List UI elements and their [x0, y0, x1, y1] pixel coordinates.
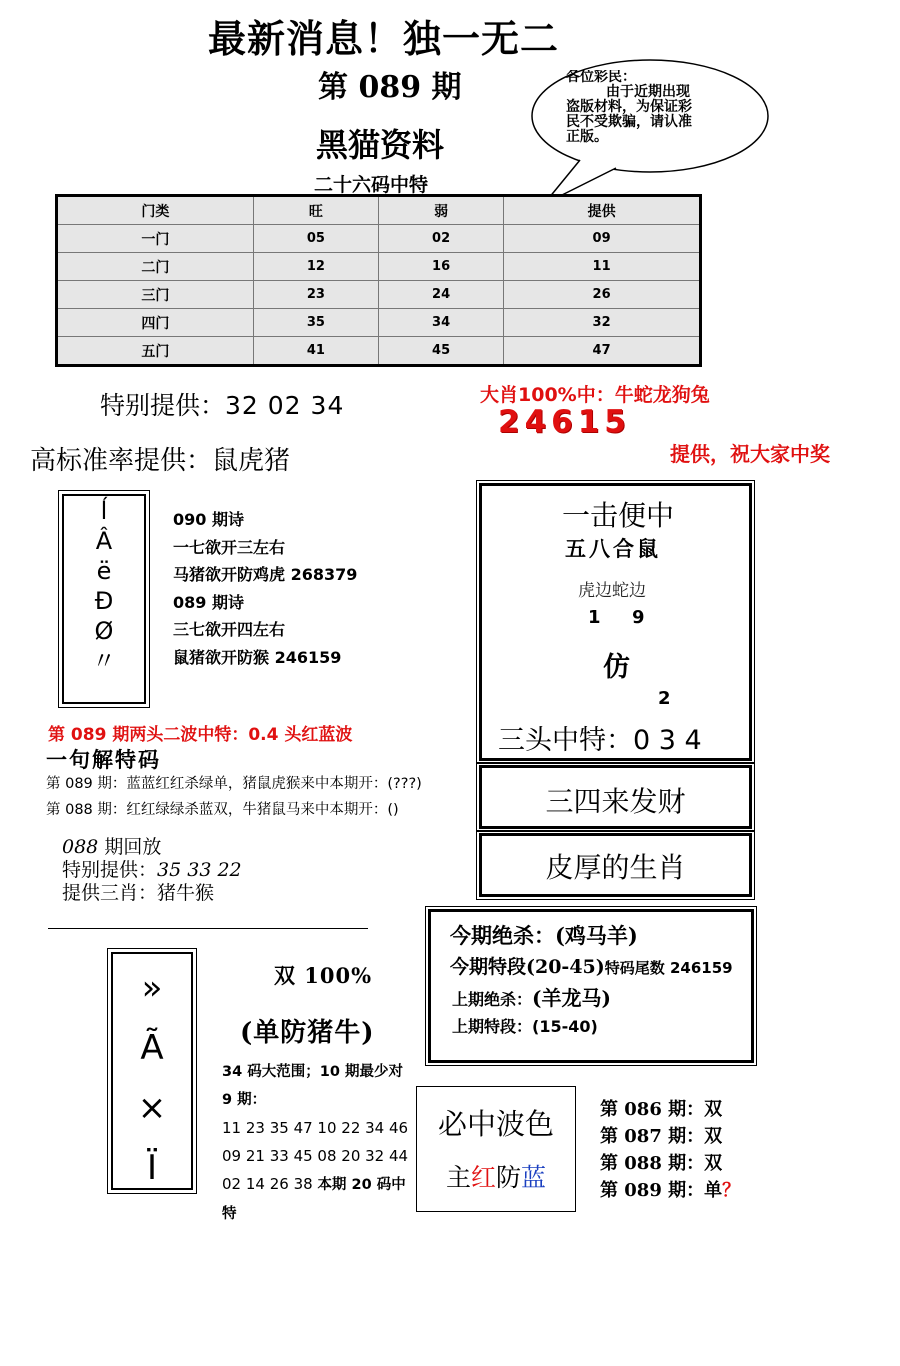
wish-text: 提供，祝大家中奖 [670, 442, 830, 466]
replay-special [62, 859, 242, 882]
table-cell: 35 [253, 309, 378, 337]
history-value: 双 [704, 1099, 723, 1120]
table-row [57, 337, 701, 366]
table-cell: 41 [253, 337, 378, 366]
row-label: 四门 [57, 309, 254, 337]
poem-line: 一七欲开三左右 [173, 537, 286, 557]
last-segment: 上期特段：(15-40) [452, 1017, 598, 1036]
poem-line: 089 期诗 [173, 592, 244, 612]
table-cell: 47 [504, 337, 701, 366]
table-row [57, 281, 701, 309]
poem-line: 090 期诗 [173, 510, 244, 529]
poem-line: 鼠猪欲开防猴 246159 [173, 647, 342, 667]
range-numbers-tail-2: 特 [222, 1206, 237, 1222]
table-row [57, 225, 701, 253]
double-100: 双 100% [274, 963, 373, 988]
kill-last-issue [452, 982, 611, 1011]
special-label: 特别提供： [100, 391, 226, 420]
history-value: 双 [704, 1126, 723, 1147]
glyph: 〃 [92, 647, 116, 675]
table-header-row [57, 196, 701, 225]
wave-guard-label: 防 [496, 1163, 522, 1192]
glyph: Â [95, 527, 113, 555]
table-cell: 02 [378, 225, 503, 253]
issue-number: 第 089 期 [318, 70, 462, 105]
history-label: 第 086 期： [600, 1099, 705, 1120]
bubble-line-2: 由于近期出现 [606, 84, 690, 100]
range-numbers-tail: 本期 20 码中 [317, 1177, 406, 1193]
range-numbers-line [222, 1170, 417, 1199]
table-cell: 26 [504, 281, 701, 309]
kill-this-issue: 今期绝杀：(鸡马羊) [450, 923, 638, 948]
big-promo-numbers: 24615 [498, 404, 631, 440]
phrase-088: 第 088 期：红红绿绿杀蓝双，牛猪鼠马来中本期开：() [46, 802, 399, 818]
replay-three: 提供三肖：猪牛猴 [62, 882, 215, 904]
range-numbers-line: 11 23 35 47 10 22 34 46 [222, 1119, 409, 1137]
headline: 最新消息！独一无二 [208, 16, 560, 61]
range-numbers [222, 1114, 417, 1228]
phrase-089: 第 089 期：蓝蓝红红杀绿单，猪鼠虎猴来中本期开：(???) [46, 776, 422, 792]
hit-digit: 2 [658, 688, 671, 709]
glyph: ë [96, 557, 112, 585]
history-question-mark: ？ [722, 1180, 741, 1201]
replay-title [62, 836, 242, 859]
special-numbers: 32 02 34 [225, 391, 345, 420]
subtitle: 黑猫资料 [316, 126, 445, 164]
range-numbers-line: 09 21 33 45 08 20 32 44 [222, 1147, 409, 1165]
glyph: Ã [140, 1028, 164, 1068]
row-label: 一门 [57, 225, 254, 253]
glyph-column-box-2 [111, 952, 193, 1190]
replay-block [62, 836, 242, 905]
range-numbers-part: 02 14 26 38 [222, 1175, 313, 1193]
table-cell: 34 [378, 309, 503, 337]
table-caption: 二十六码中特 [314, 174, 429, 196]
table-cell: 05 [253, 225, 378, 253]
three-heads: 三头中特：0 3 4 [498, 725, 702, 756]
header-cell: 门类 [57, 196, 254, 225]
replay-issue: 088 [62, 836, 99, 858]
table-cell: 16 [378, 253, 503, 281]
wave-main-label: 主 [445, 1163, 471, 1192]
replay-title-text: 期回放 [104, 836, 162, 858]
segment-range: 今期特段(20-45) [450, 956, 605, 978]
row-label: 二门 [57, 253, 254, 281]
poem-line: 马猪欲开防鸡虎 268379 [173, 565, 358, 584]
history-label: 第 088 期： [600, 1153, 705, 1174]
glyph: ĺ [100, 497, 108, 525]
history-list [600, 1096, 740, 1204]
row-label: 五门 [57, 337, 254, 366]
table-cell: 45 [378, 337, 503, 366]
two-wave-line: 第 089 期两头二波中特：0.4 头红蓝波 [48, 725, 353, 745]
tail-numbers: 特码尾数 246159 [604, 959, 733, 977]
range-desc [222, 1058, 412, 1114]
high-standard-offer: 高标准率提供：鼠虎猪 [30, 446, 291, 476]
history-item [600, 1177, 740, 1204]
single-guard: (单防猪牛) [240, 1018, 375, 1048]
bubble-line-5: 正版。 [566, 129, 608, 145]
number-table [55, 194, 702, 367]
hit-digit: 9 [632, 607, 645, 628]
table-cell: 09 [504, 225, 701, 253]
glyph: Ð [94, 587, 114, 615]
replay-special-label: 特别提供： [62, 859, 158, 881]
bubble-line-3: 盗版材料，为保证彩 [566, 99, 692, 115]
history-item [600, 1123, 740, 1150]
table-cell: 24 [378, 281, 503, 309]
row-label: 三门 [57, 281, 254, 309]
poems-block [173, 506, 357, 671]
header-cell: 旺 [253, 196, 378, 225]
history-label: 第 087 期： [600, 1126, 705, 1147]
table-cell: 11 [504, 253, 701, 281]
glyph: Ï [146, 1148, 158, 1188]
table-row [57, 253, 701, 281]
this-segment [450, 952, 733, 979]
glyph: × [137, 1088, 167, 1128]
glyph-column-box [62, 494, 146, 704]
special-offer [100, 386, 344, 422]
table-row [57, 309, 701, 337]
poem-line: 三七欲开四左右 [173, 620, 286, 639]
header-cell: 提供 [504, 196, 701, 225]
bubble-line-4: 民不受欺骗，请认准 [566, 114, 692, 130]
range-line: 9 期： [222, 1092, 267, 1108]
replay-special-nums: 35 33 22 [157, 859, 242, 881]
history-item [600, 1096, 740, 1123]
range-line: 34 码大范围；10 期最少对 [222, 1064, 403, 1080]
table-cell: 12 [253, 253, 378, 281]
glyph: Ø [94, 617, 114, 645]
glyph: » [141, 968, 163, 1008]
header-cell: 弱 [378, 196, 503, 225]
wave-colors [416, 1158, 576, 1194]
kill-last-label: 上期绝杀： [452, 990, 533, 1009]
wave-blue: 蓝 [521, 1163, 547, 1192]
history-value: 单 [704, 1180, 723, 1201]
history-item [600, 1150, 740, 1177]
bubble-text [566, 70, 736, 150]
divider [48, 928, 368, 929]
hit-line-3: 虎边蛇边 [578, 581, 646, 601]
kill-last-value: (羊龙马) [532, 986, 611, 1010]
one-phrase-title: 一句解特码 [46, 747, 161, 772]
zodiac-text: 皮厚的生肖 [545, 851, 686, 884]
fortune-text: 三四来发财 [545, 785, 686, 818]
hit-line-2: 五八合鼠 [565, 536, 661, 561]
bubble-line-1: 各位彩民： [566, 70, 636, 85]
table-cell: 23 [253, 281, 378, 309]
wave-title: 必中波色 [437, 1107, 554, 1141]
hit-digit: 1 [588, 607, 601, 628]
hit-fang: 仿 [603, 652, 630, 683]
table-cell: 32 [504, 309, 701, 337]
hit-title: 一击便中 [562, 499, 675, 532]
big-zodiac-promo: 大肖100%中：牛蛇龙狗兔 [480, 384, 710, 406]
history-value: 双 [704, 1153, 723, 1174]
history-label: 第 089 期： [600, 1180, 705, 1201]
wave-red: 红 [470, 1163, 496, 1192]
